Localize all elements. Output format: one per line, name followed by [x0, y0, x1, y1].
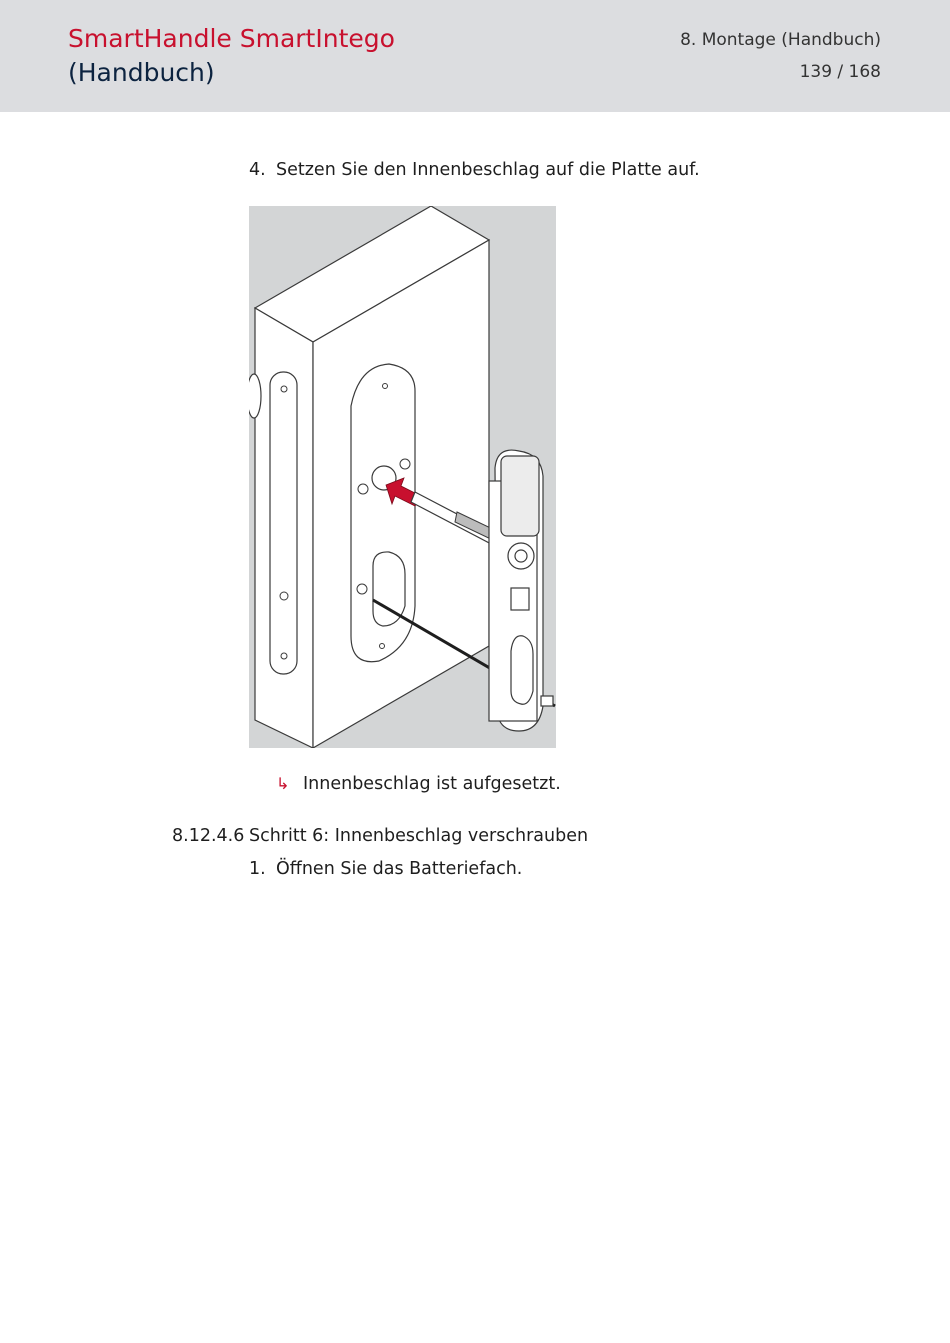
page-header	[0, 0, 950, 112]
document-title	[68, 22, 395, 90]
page-number: 139 / 168	[799, 62, 881, 82]
outer-plate	[270, 372, 297, 674]
inner-fitting	[489, 450, 553, 731]
result-arrow-icon: ↳	[276, 774, 290, 793]
result-text: Innenbeschlag ist aufgesetzt.	[303, 774, 561, 794]
section-title: Schritt 6: Innenbeschlag verschrauben	[249, 826, 589, 846]
document-title-line2: (Handbuch)	[68, 58, 215, 87]
step-4-text: Setzen Sie den Innenbeschlag auf die Platte auf.	[276, 160, 700, 180]
chapter-label: 8. Montage (Handbuch)	[680, 30, 881, 50]
door-fitting-drawing	[249, 206, 556, 748]
document-title-line1: SmartHandle SmartIntego	[68, 24, 395, 53]
section-number: 8.12.4.6	[172, 826, 245, 846]
step-4-number: 4.	[249, 160, 266, 180]
installation-illustration	[249, 206, 556, 748]
step-1-number: 1.	[249, 859, 266, 879]
step-1-text: Öffnen Sie das Batteriefach.	[276, 859, 523, 879]
